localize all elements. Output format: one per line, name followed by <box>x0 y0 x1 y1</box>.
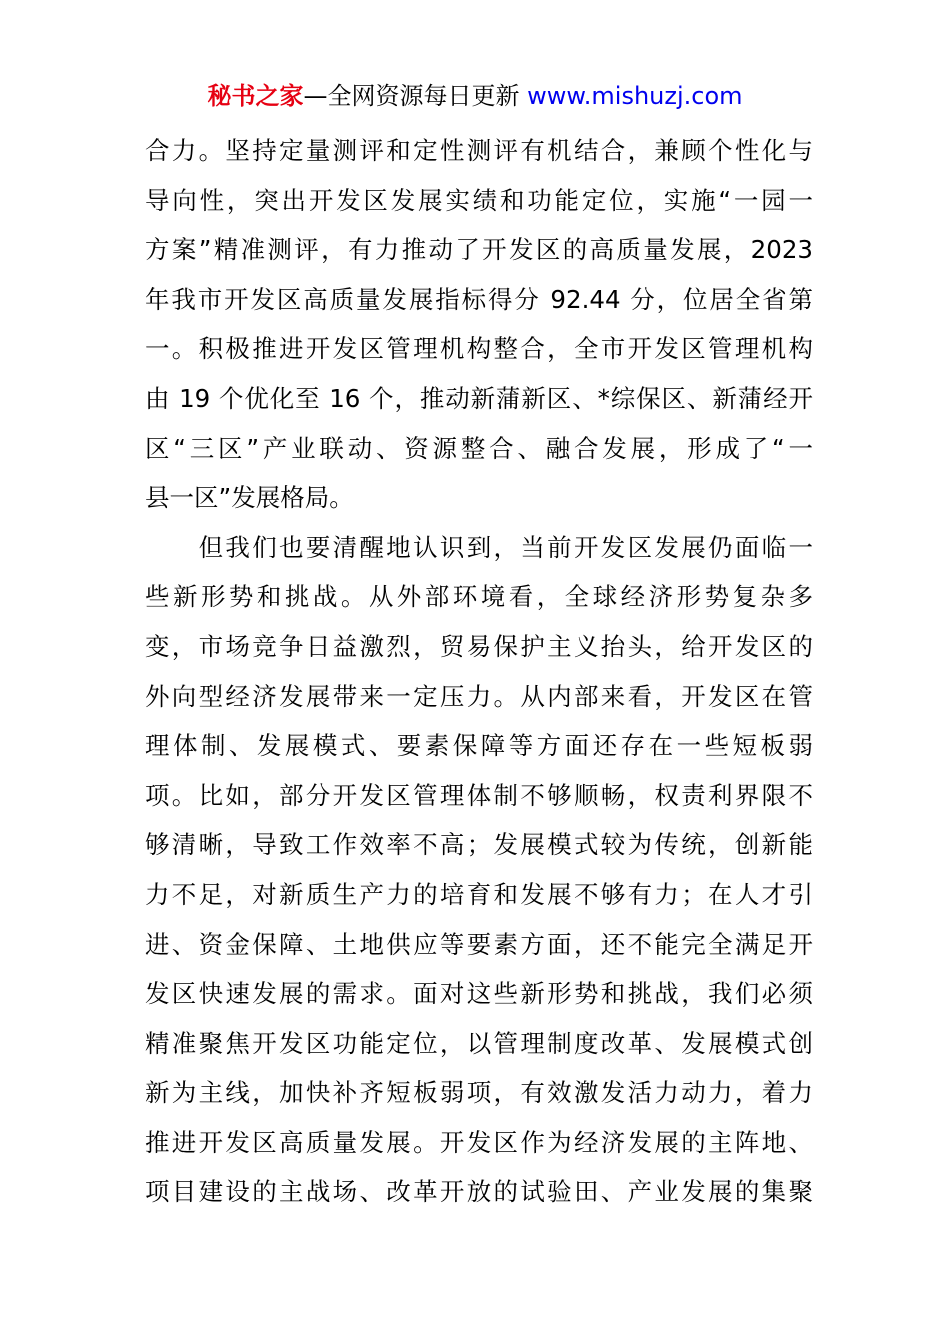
text-line: 进、资金保障、土地供应等要素方面，还不能完全满足开 <box>145 929 813 959</box>
text-line: 项目建设的主战场、改革开放的试验田、产业发展的集聚 <box>145 1177 813 1207</box>
site-url-link[interactable]: www.mishuzj.com <box>527 82 743 110</box>
text-line: 外向型经济发展带来一定压力。从内部来看，开发区在管 <box>145 681 813 711</box>
page-header <box>0 78 950 114</box>
document-body <box>145 126 813 1217</box>
text-line: 合力。坚持定量测评和定性测评有机结合，兼顾个性化与 <box>145 136 813 165</box>
text-line: 变，市场竞争日益激烈，贸易保护主义抬头，给开发区的 <box>145 631 813 661</box>
text-line: 推进开发区高质量发展。开发区作为经济发展的主阵地、 <box>145 1127 813 1157</box>
text-line: 新为主线，加快补齐短板弱项，有效激发活力动力，着力 <box>145 1078 813 1108</box>
text-line: 些新形势和挑战。从外部环境看，全球经济形势复杂多 <box>145 582 813 612</box>
text-line: 精准聚焦开发区功能定位，以管理制度改革、发展模式创 <box>145 1028 813 1058</box>
paragraph-2 <box>145 523 813 1217</box>
text-line: 方案”精准测评，有力推动了开发区的高质量发展，2023 <box>145 235 813 265</box>
text-line: 够清晰，导致工作效率不高；发展模式较为传统，创新能 <box>145 830 813 860</box>
text-line: 由 19 个优化至 16 个，推动新蒲新区、*综保区、新蒲经开 <box>145 383 813 413</box>
text-line: 区“三区”产业联动、资源整合、融合发展，形成了“一 <box>145 433 813 463</box>
paragraph-1 <box>145 126 813 523</box>
site-brand: 秘书之家 <box>207 82 304 110</box>
text-line: 年我市开发区高质量发展指标得分 92.44 分，位居全省第 <box>145 284 813 314</box>
text-line: 发区快速发展的需求。面对这些新形势和挑战，我们必须 <box>145 979 813 1009</box>
text-line: 理体制、发展模式、要素保障等方面还存在一些短板弱 <box>145 731 813 761</box>
text-line: 项。比如，部分开发区管理体制不够顺畅，权责利界限不 <box>145 780 813 810</box>
text-line: 导向性，突出开发区发展实绩和功能定位，实施“一园一 <box>145 185 813 215</box>
site-tagline: —全网资源每日更新 <box>303 82 528 110</box>
text-line: 一。积极推进开发区管理机构整合，全市开发区管理机构 <box>145 334 813 364</box>
text-line: 县一区”发展格局。 <box>145 483 354 513</box>
text-line: 力不足，对新质生产力的培育和发展不够有力；在人才引 <box>145 879 813 909</box>
text-line: 但我们也要清醒地认识到，当前开发区发展仍面临一 <box>145 532 813 562</box>
